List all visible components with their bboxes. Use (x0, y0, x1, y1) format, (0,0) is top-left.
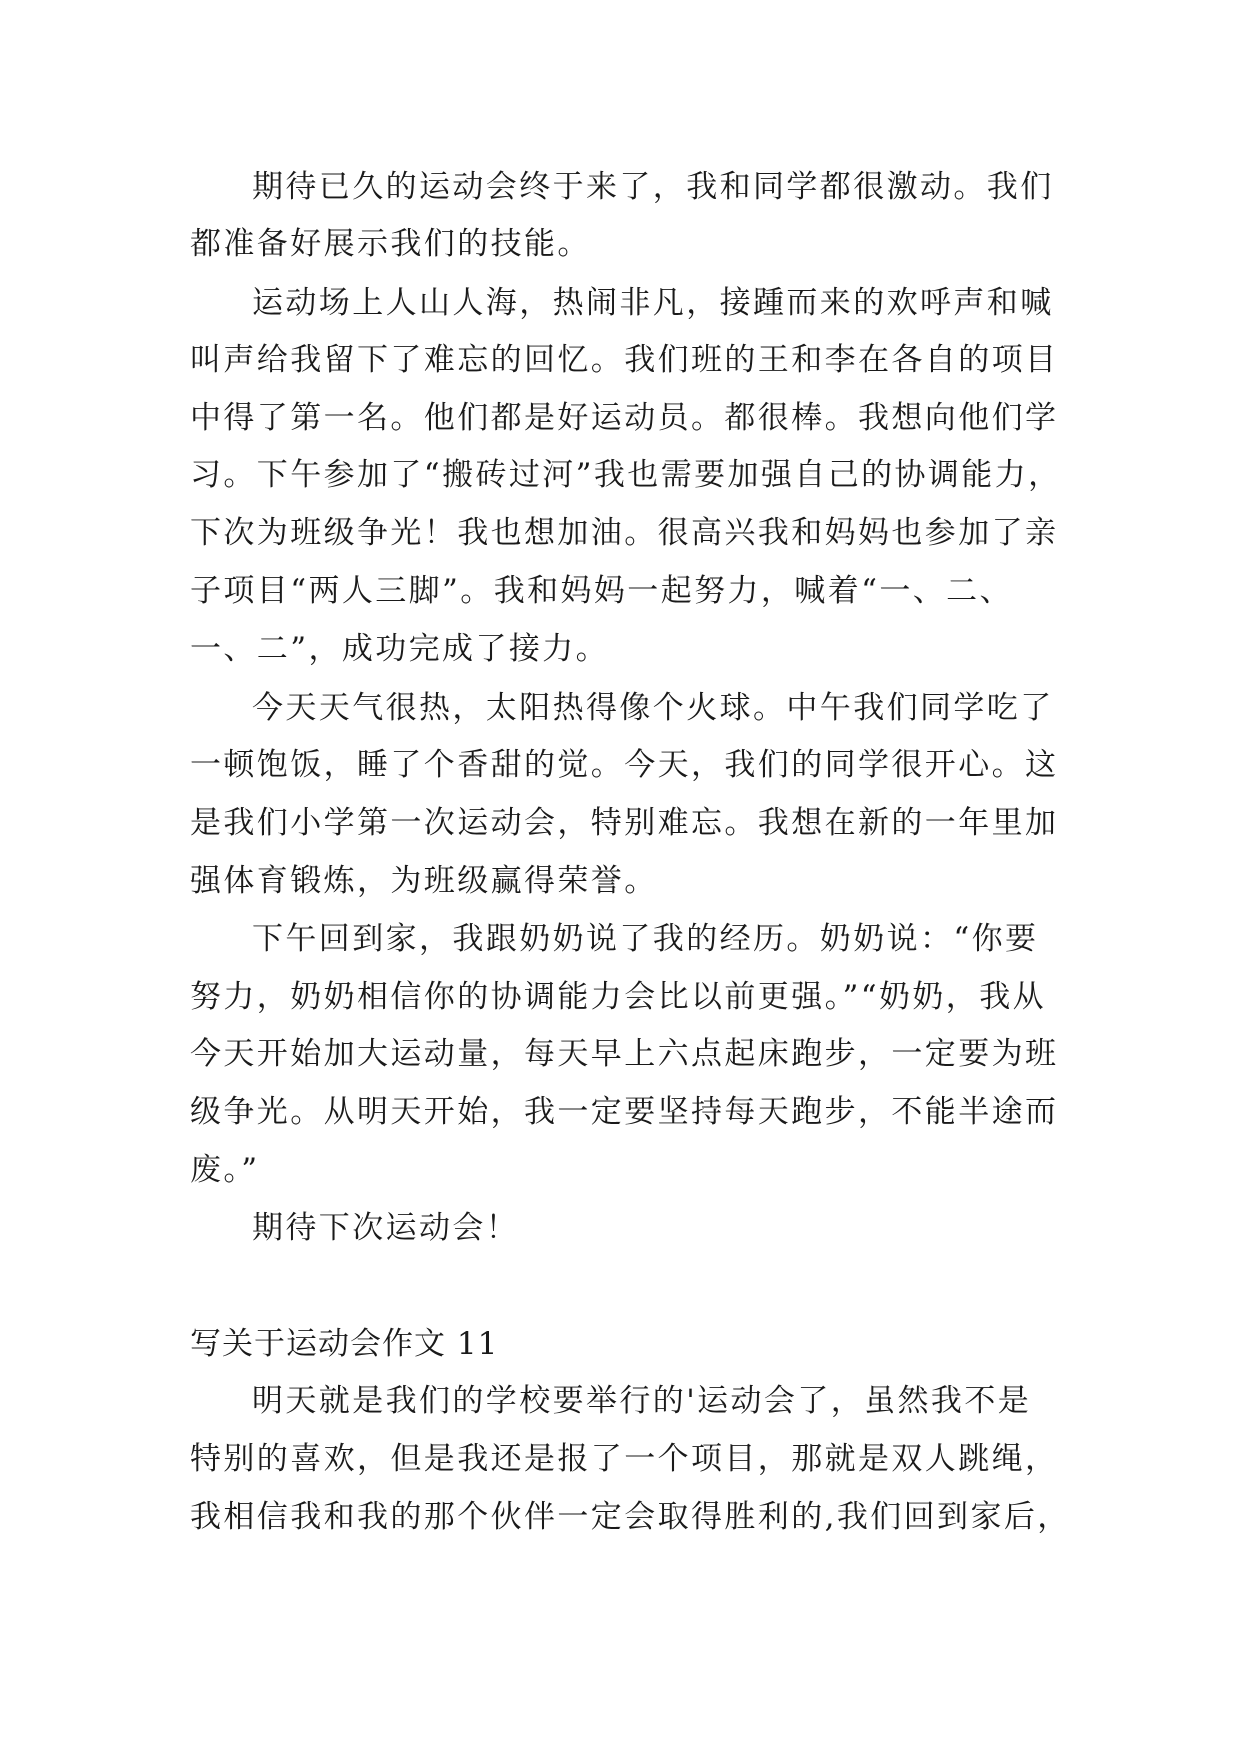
section-heading: 写关于运动会作文 11 (190, 1326, 499, 1362)
paragraph-line: 运动场上人山人海，热闹非凡，接踵而来的欢呼声和喊 (252, 285, 1054, 321)
paragraph-line: 级争光。从明天开始，我一定要坚持每天跑步，不能半途而 (190, 1094, 1059, 1130)
paragraph-line: 是我们小学第一次运动会，特别难忘。我想在新的一年里加 (190, 805, 1059, 841)
paragraph-line: 我相信我和我的那个伙伴一定会取得胜利的,我们回到家后， (190, 1499, 1071, 1535)
paragraph-line: 中得了第一名。他们都是好运动员。都很棒。我想向他们学 (190, 400, 1059, 436)
paragraph-line: 强体育锻炼，为班级赢得荣誉。 (190, 863, 658, 899)
paragraph-line: 一、二”，成功完成了接力。 (190, 631, 610, 667)
paragraph-line: 一顿饱饭，睡了个香甜的觉。今天，我们的同学很开心。这 (190, 747, 1059, 783)
paragraph-line: 期待已久的运动会终于来了，我和同学都很激动。我们 (252, 169, 1054, 205)
paragraph-line: 明天就是我们的学校要举行的'运动会了，虽然我不是 (252, 1383, 1032, 1419)
paragraph-line: 下次为班级争光！我也想加油。很高兴我和妈妈也参加了亲 (190, 515, 1059, 551)
paragraph-line: 今天天气很热，太阳热得像个火球。中午我们同学吃了 (252, 690, 1054, 726)
paragraph-line: 努力，奶奶相信你的协调能力会比以前更强。”“奶奶，我从 (190, 979, 1046, 1015)
paragraph-line: 子项目“两人三脚”。我和妈妈一起努力，喊着“一、二、 (190, 573, 1013, 609)
paragraph-line: 叫声给我留下了难忘的回忆。我们班的王和李在各自的项目 (190, 342, 1059, 378)
paragraph-line: 废。” (190, 1152, 260, 1188)
paragraph-line: 习。下午参加了“搬砖过河”我也需要加强自己的协调能力， (190, 457, 1062, 493)
paragraph-line: 特别的喜欢，但是我还是报了一个项目，那就是双人跳绳， (190, 1441, 1059, 1477)
paragraph-line: 都准备好展示我们的技能。 (190, 226, 591, 262)
paragraph-line: 下午回到家，我跟奶奶说了我的经历。奶奶说：“你要 (252, 921, 1039, 957)
paragraph-line: 期待下次运动会！ (252, 1210, 520, 1246)
paragraph-line: 今天开始加大运动量，每天早上六点起床跑步，一定要为班 (190, 1036, 1059, 1072)
